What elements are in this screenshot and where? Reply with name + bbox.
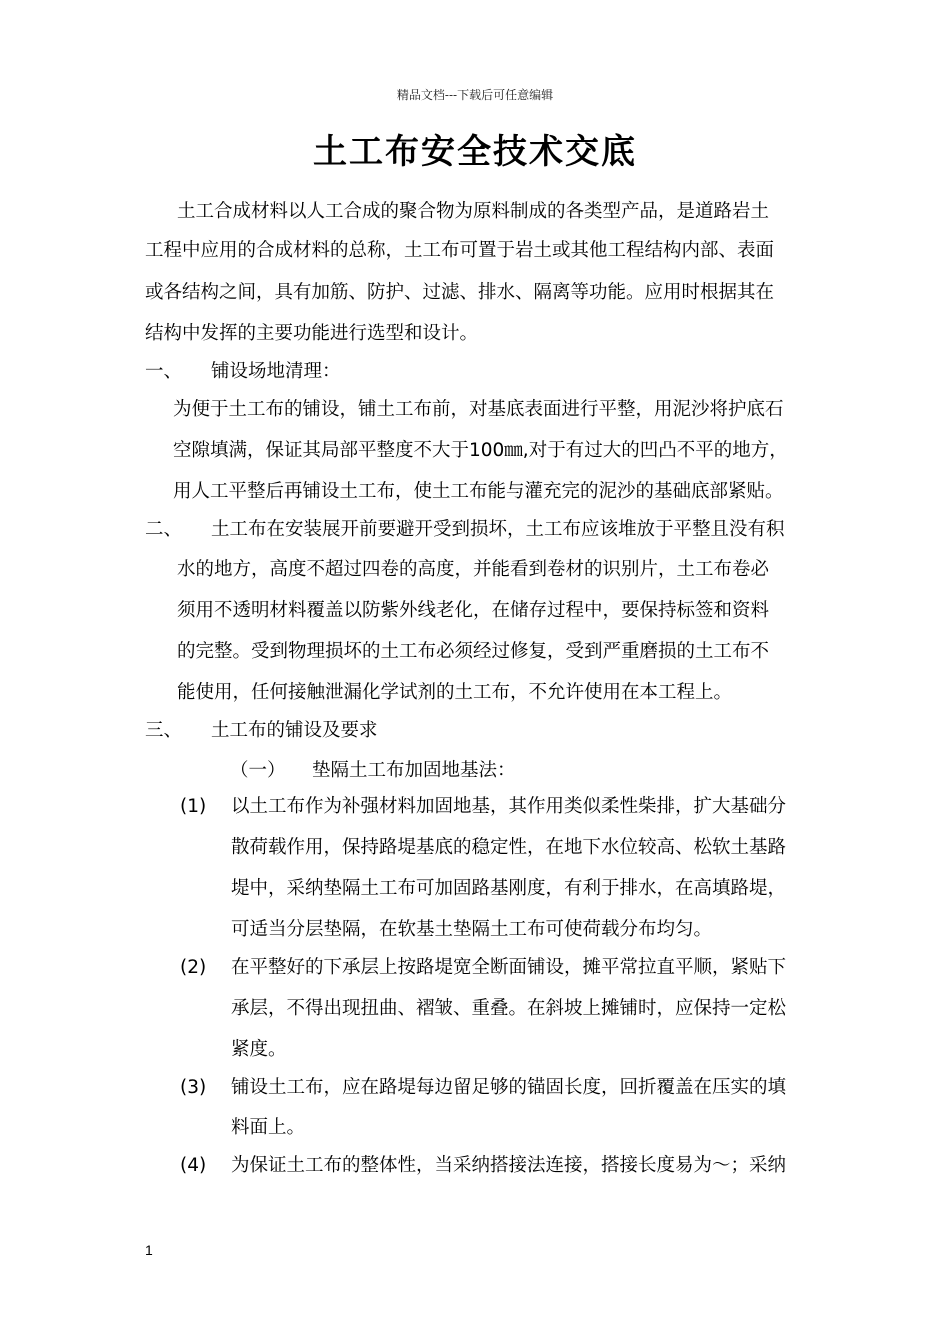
page-number: 1 — [145, 1242, 153, 1258]
item-1-line: 可适当分层垫隔，在软基土垫隔土工布可使荷载分布均匀。 — [231, 919, 713, 940]
item-2-marker: (2) — [180, 957, 207, 978]
header-note: 精品文档---下载后可任意编辑 — [396, 88, 554, 102]
item-1-line: 堤中，采纳垫隔土工布可加固路基刚度，有利于排水，在高填路堤， — [231, 878, 787, 899]
section-1-line: 空隙填满，保证其局部平整度不大于100㎜,对于有过大的凹凸不平的地方， — [173, 440, 788, 461]
section-2-line: 能使用，任何接触泄漏化学试剂的土工布，不允许使用在本工程上。 — [177, 682, 733, 703]
section-3-heading: 土工布的铺设及要求 — [211, 720, 378, 741]
item-3-line: 料面上。 — [231, 1117, 306, 1138]
section-2-line: 水的地方，高度不超过四卷的高度，并能看到卷材的识别片，土工布卷必 — [177, 559, 770, 580]
section-1-marker: 一、 — [145, 361, 183, 382]
intro-line: 土工合成材料以人工合成的聚合物为原料制成的各类型产品，是道路岩土 — [177, 201, 770, 222]
section-3-marker: 三、 — [145, 720, 183, 741]
section-1-heading: 铺设场地清理： — [211, 361, 341, 382]
intro-line: 或各结构之间，具有加筋、防护、过滤、排水、隔离等功能。应用时根据其在 — [145, 282, 775, 303]
item-1-line: 以土工布作为补强材料加固地基，其作用类似柔性柴排，扩大基础分 — [231, 796, 787, 817]
item-2-line: 承层，不得出现扭曲、褶皱、重叠。在斜坡上摊铺时，应保持一定松 — [231, 998, 787, 1019]
section-1-line: 用人工平整后再铺设土工布，使土工布能与灌充完的泥沙的基础底部紧贴。 — [173, 481, 784, 502]
item-4-marker: (4) — [180, 1155, 207, 1176]
item-2-line: 在平整好的下承层上按路堤宽全断面铺设，摊平常拉直平顺，紧贴下 — [231, 957, 787, 978]
item-1-marker: (1) — [180, 796, 207, 817]
item-2-line: 紧度。 — [231, 1039, 287, 1060]
intro-line: 工程中应用的合成材料的总称，土工布可置于岩土或其他工程结构内部、表面 — [145, 240, 775, 261]
section-1-line: 为便于土工布的铺设，铺土工布前，对基底表面进行平整，用泥沙将护底石 — [173, 399, 784, 420]
section-2-marker: 二、 — [145, 519, 183, 540]
section-2-line: 须用不透明材料覆盖以防紫外线老化，在储存过程中，要保持标签和资料 — [177, 600, 770, 621]
item-1-line: 散荷载作用，保持路堤基底的稳定性，在地下水位较高、松软土基路 — [231, 837, 787, 858]
section-2-heading: 土工布在安装展开前要避开受到损坏，土工布应该堆放于平整且没有积 — [211, 519, 785, 540]
document-title: 土工布安全技术交底 — [313, 132, 637, 172]
item-3-line: 铺设土工布，应在路堤每边留足够的锚固长度，回折覆盖在压实的填 — [231, 1077, 787, 1098]
subsection-marker: （一） — [230, 760, 286, 781]
subsection-heading: 垫隔土工布加固地基法： — [312, 760, 516, 781]
intro-line: 结构中发挥的主要功能进行选型和设计。 — [145, 323, 479, 344]
section-2-line: 的完整。受到物理损坏的土工布必须经过修复，受到严重磨损的土工布不 — [177, 641, 770, 662]
item-3-marker: (3) — [180, 1077, 207, 1098]
item-4-line: 为保证土工布的整体性，当采纳搭接法连接，搭接长度易为～；采纳 — [231, 1155, 787, 1176]
